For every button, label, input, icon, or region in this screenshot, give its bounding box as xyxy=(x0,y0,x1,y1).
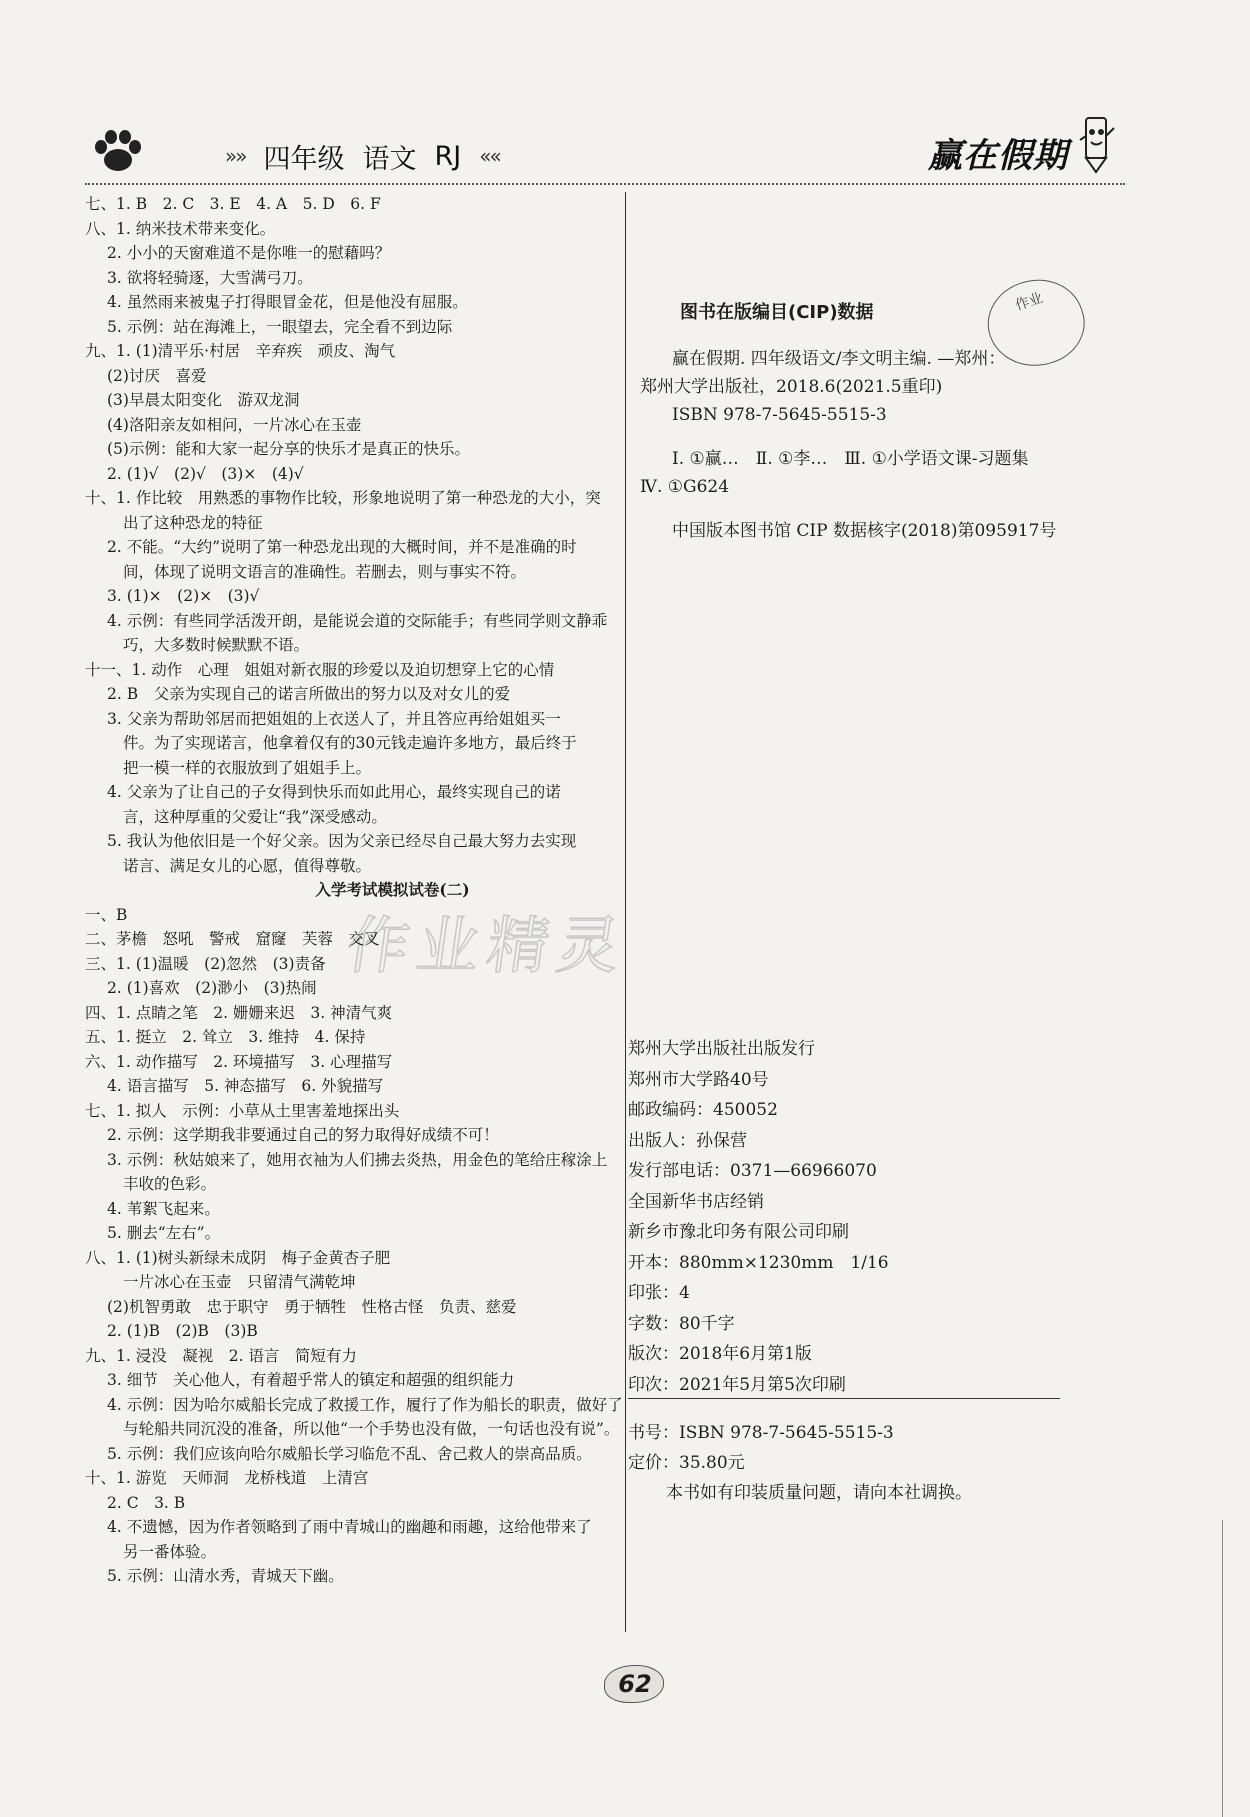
answer-line: 一片冰心在玉壶 只留清气满乾坤 xyxy=(123,1273,356,1291)
answer-line: 九、1. (1)清平乐·村居 辛弃疾 顽皮、淘气 xyxy=(85,342,396,360)
cip-line: ISBN 978-7-5645-5515-3 xyxy=(672,405,887,425)
answer-line: 2. C 3. B xyxy=(107,1493,186,1512)
answer-line: 2. 不能。“大约”说明了第一种恐龙出现的大概时间，并不是准确的时 xyxy=(107,538,577,556)
answer-line: 5. 示例：站在海滩上，一眼望去，完全看不到边际 xyxy=(107,317,453,336)
answer-line: 2. (1)喜欢 (2)渺小 (3)热闹 xyxy=(107,979,317,997)
answer-line: 4. 示例：因为哈尔威船长完成了救援工作，履行了作为船长的职责，做好了 xyxy=(107,1395,623,1414)
publisher-line: 字数：80千字 xyxy=(628,1313,735,1334)
answer-line: 2. (1)B (2)B (3)B xyxy=(107,1322,258,1340)
answer-line: 五、1. 挺立 2. 耸立 3. 维持 4. 保持 xyxy=(85,1028,366,1046)
subject-label: 语文 xyxy=(362,143,417,175)
publisher-info xyxy=(628,1034,1068,1400)
answer-line: 七、1. 拟人 示例：小草从土里害羞地探出头 xyxy=(85,1101,400,1120)
answer-line: 件。为了实现诺言，他拿着仅有的30元钱走遍许多地方，最后终于 xyxy=(123,734,577,752)
answer-line: 2. 小小的天窗难道不是你唯一的慰藉吗？ xyxy=(107,244,391,262)
cip-title: 图书在版编目(CIP)数据 xyxy=(680,302,874,323)
answer-line: 二、茅檐 怒吼 警戒 窟窿 芙蓉 交叉 xyxy=(85,930,380,948)
publisher-line: 发行部电话：0371—66966070 xyxy=(628,1161,877,1181)
publisher-line: 出版人：孙保营 xyxy=(628,1130,747,1151)
answer-line: 4. 示例：有些同学活泼开朗，是能说会道的交际能手；有些同学则文静乖 xyxy=(107,611,608,630)
arrows-left-icon: »» xyxy=(225,144,246,168)
answer-line: (2)讨厌 喜爱 xyxy=(107,366,207,385)
answer-line: 九、1. 浸没 凝视 2. 语言 简短有力 xyxy=(85,1346,357,1365)
notice-line: 本书如有印装质量问题，请向本社调换。 xyxy=(666,1483,972,1503)
answer-line: 5. 示例：我们应该向哈尔威船长学习临危不乱、舍己救人的崇高品质。 xyxy=(107,1444,592,1463)
answer-line: 5. 删去“左右”。 xyxy=(107,1224,221,1242)
answer-line: 十一、1. 动作 心理 姐姐对新衣服的珍爱以及迫切想穿上它的心情 xyxy=(85,660,555,679)
publisher-line: 版次：2018年6月第1版 xyxy=(628,1344,812,1364)
answer-line: 出了这种恐龙的特征 xyxy=(123,513,263,532)
answer-line: 5. 我认为他依旧是一个好父亲。因为父亲已经尽自己最大努力去实现 xyxy=(107,832,577,850)
answer-line: 巧，大多数时候默默不语。 xyxy=(123,636,310,654)
publisher-line: 郑州市大学路40号 xyxy=(628,1069,769,1090)
isbn-line: 书号：ISBN 978-7-5645-5515-3 xyxy=(628,1423,894,1443)
pencil-mascot-icon xyxy=(1074,110,1118,176)
answer-line: 4. 父亲为了让自己的子女得到快乐而如此用心，最终实现自己的诺 xyxy=(107,783,561,801)
answer-line: 4. 语言描写 5. 神态描写 6. 外貌描写 xyxy=(107,1077,384,1095)
brand-logo: 赢在假期 xyxy=(928,136,1068,176)
answer-line: 3. 示例：秋姑娘来了，她用衣袖为人们拂去炎热，用金色的笔给庄稼涂上 xyxy=(107,1150,608,1169)
section-heading: 入学考试模拟试卷(二) xyxy=(315,880,470,899)
answer-line: 十、1. 作比较 用熟悉的事物作比较，形象地说明了第一种恐龙的大小，突 xyxy=(85,489,601,507)
answer-line: 六、1. 动作描写 2. 环境描写 3. 心理描写 xyxy=(85,1052,393,1071)
cip-line: 中国版本图书馆 CIP 数据核字(2018)第095917号 xyxy=(672,521,1057,541)
publisher-line: 开本：880mm×1230mm 1/16 xyxy=(628,1252,889,1273)
answer-line: 3. 细节 关心他人，有着超乎常人的镇定和超强的组织能力 xyxy=(107,1371,515,1389)
answer-line: 诺言、满足女儿的心愿，值得尊敬。 xyxy=(123,856,372,875)
answer-line: 4. 虽然雨来被鬼子打得眼冒金花，但是他没有屈服。 xyxy=(107,293,468,311)
answer-line: 3. 欲将轻骑逐，大雪满弓刀。 xyxy=(107,268,313,287)
answer-line: 3. 父亲为帮助邻居而把姐姐的上衣送人了，并且答应再给姐姐买一 xyxy=(107,709,561,728)
price-line: 定价：35.80元 xyxy=(628,1453,745,1473)
publisher-line: 全国新华书店经销 xyxy=(628,1191,764,1212)
answer-line: (5)示例：能和大家一起分享的快乐才是真正的快乐。 xyxy=(107,440,470,458)
answer-line: 2. (1)√ (2)√ (3)× (4)√ xyxy=(107,464,304,483)
answer-line: 七、1. B 2. C 3. E 4. A 5. D 6. F xyxy=(85,195,381,213)
answer-line: 2. B 父亲为实现自己的诺言所做出的努力以及对女儿的爱 xyxy=(107,685,511,703)
grade-label: 四年级 xyxy=(263,143,345,175)
answer-line: 十、1. 游览 天师洞 龙桥栈道 上清宫 xyxy=(85,1469,369,1487)
answer-line: (4)洛阳亲友如相问，一片冰心在玉壶 xyxy=(107,415,362,434)
header-dotted-rule xyxy=(85,183,1125,185)
publisher-line: 印张：4 xyxy=(628,1283,690,1303)
price-block xyxy=(628,1418,1068,1508)
paw-print-icon xyxy=(92,128,144,176)
publisher-line: 郑州大学出版社出版发行 xyxy=(628,1039,815,1059)
answer-line: 间，体现了说明文语言的准确性。若删去，则与事实不符。 xyxy=(123,562,527,581)
page-number: 62 xyxy=(618,1670,652,1698)
answer-line: 5. 示例：山清水秀，青城天下幽。 xyxy=(107,1567,344,1585)
answer-line: 4. 苇絮飞起来。 xyxy=(107,1199,220,1218)
edition-label: RJ xyxy=(434,140,462,172)
answer-line: 八、1. (1)树头新绿未成阴 梅子金黄杏子肥 xyxy=(85,1248,391,1267)
publisher-line: 新乡市豫北印务有限公司印刷 xyxy=(628,1222,849,1242)
answer-line: 与轮船共同沉没的准备，所以他“一个手势也没有做，一句话也没有说”。 xyxy=(123,1420,620,1438)
answer-line: 丰收的色彩。 xyxy=(123,1175,217,1193)
answer-line: 一、B xyxy=(85,905,128,924)
stamp-text: 作业 xyxy=(1013,290,1045,315)
answer-line: 2. 示例：这学期我非要通过自己的努力取得好成绩不可！ xyxy=(107,1126,499,1144)
answer-line: 四、1. 点睛之笔 2. 姗姗来迟 3. 神清气爽 xyxy=(85,1003,393,1022)
cip-line: Ⅰ. ①赢… Ⅱ. ①李… Ⅲ. ①小学语文课-习题集 xyxy=(672,449,1029,469)
watermark: 作业精灵 xyxy=(342,909,633,982)
answer-line: 4. 不遗憾，因为作者领略到了雨中青城山的幽趣和雨趣，这给他带来了 xyxy=(107,1518,592,1536)
cip-line: Ⅳ. ①G624 xyxy=(640,477,730,497)
answer-line: 3. (1)× (2)× (3)√ xyxy=(107,587,260,605)
answer-column xyxy=(85,192,623,1589)
cip-line: 赢在假期. 四年级语文/李文明主编. —郑州： xyxy=(672,349,1006,369)
publisher-line: 邮政编码：450052 xyxy=(628,1100,778,1120)
cip-line: 郑州大学出版社，2018.6(2021.5重印) xyxy=(640,377,943,397)
page-edge-line xyxy=(1222,1520,1223,1817)
arrows-right-icon: «« xyxy=(479,144,500,168)
answer-line: 三、1. (1)温暖 (2)忽然 (3)责备 xyxy=(85,954,326,973)
answer-line: 言，这种厚重的父爱让“我”深受感动。 xyxy=(123,807,387,826)
cip-block xyxy=(640,345,1080,545)
answer-line: 八、1. 纳米技术带来变化。 xyxy=(85,219,276,238)
answer-line: (3)早晨太阳变化 游双龙洞 xyxy=(107,391,300,409)
answer-line: 另一番体验。 xyxy=(123,1542,217,1561)
publisher-rule xyxy=(628,1398,1060,1399)
page-header-title xyxy=(225,134,500,178)
answer-line: (2)机智勇敢 忠于职守 勇于牺牲 性格古怪 负责、慈爱 xyxy=(107,1297,517,1316)
publisher-line: 印次：2021年5月第5次印刷 xyxy=(628,1374,846,1395)
answer-line: 把一模一样的衣服放到了姐姐手上。 xyxy=(123,758,372,777)
